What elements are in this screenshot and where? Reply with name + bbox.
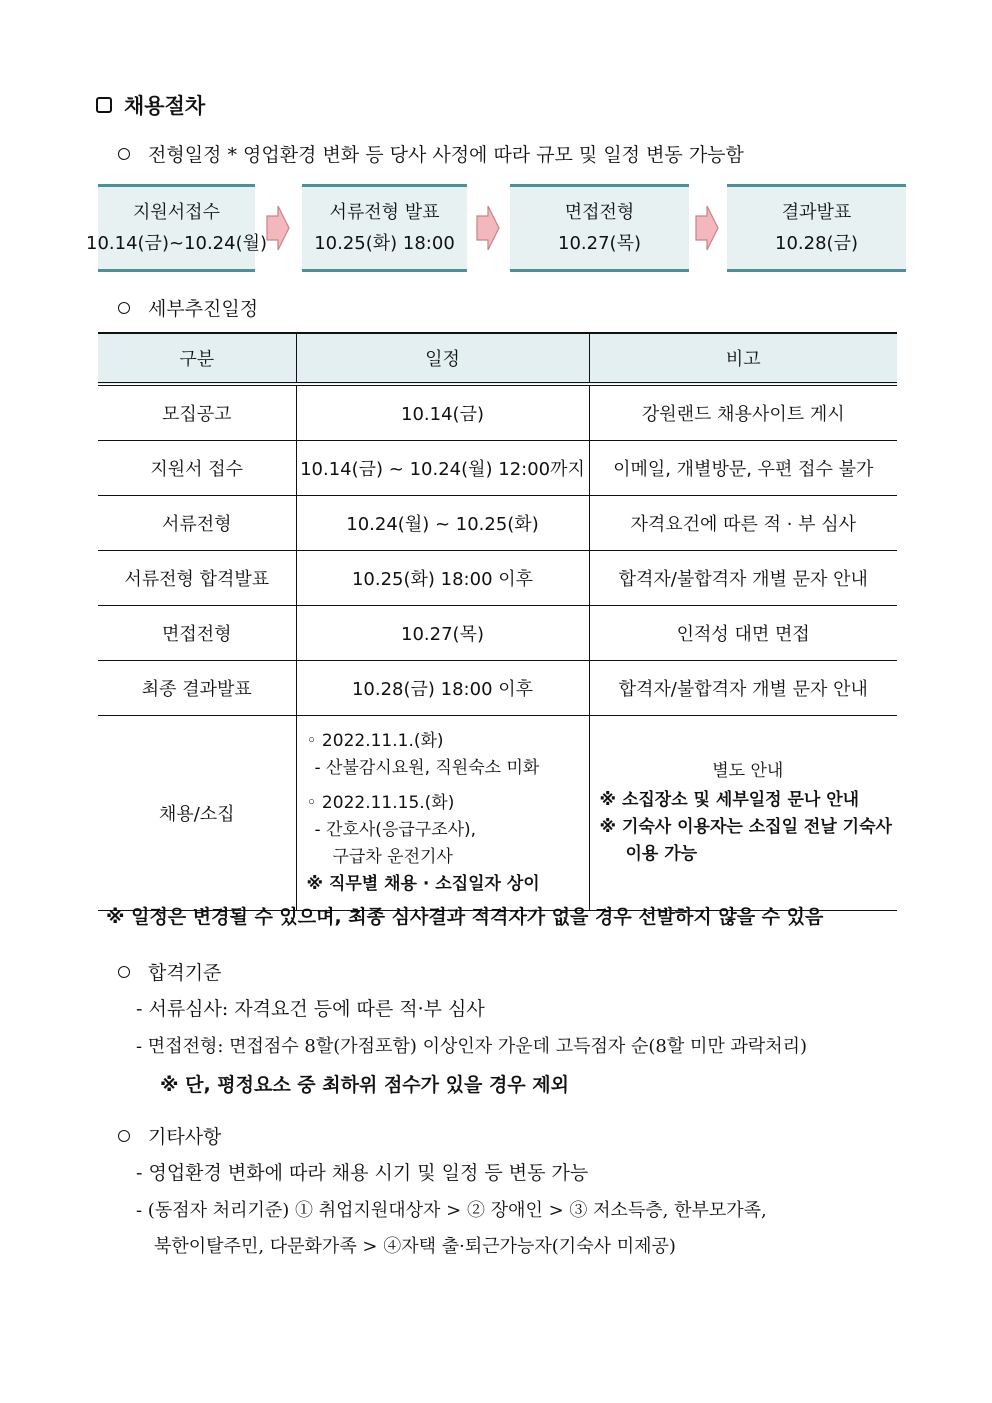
remarks-note: 이용 가능 [625,844,698,864]
table-row [98,661,897,716]
table-cell: 10.28(금) 18:00 이후 [296,661,589,716]
detail-heading-text: 세부추진일정 [148,298,259,320]
remarks-note: ※ 소집장소 및 세부일정 문나 안내 [599,790,860,810]
schedule-heading-text: 전형일정 * 영업환경 변화 등 당사 사정에 따라 규모 및 일정 변동 가능함 [148,144,744,166]
table-cell: 인적성 대면 면접 [589,606,897,661]
criteria-heading-text: 합격기준 [148,962,222,984]
table-header-row [98,333,897,384]
flow-step-date: 10.27(목) [558,233,641,254]
table-cell: 자격요건에 따른 적 · 부 심사 [589,496,897,551]
remarks-note: ※ 기숙사 이용자는 소집일 전날 기숙사 [599,817,892,837]
table-cell: 강원랜드 채용사이트 게시 [589,384,897,441]
checkbox-icon [96,97,112,113]
section-title [96,90,205,120]
misc-heading-text: 기타사항 [148,1126,222,1148]
table-cell: 합격자/불합격자 개별 문자 안내 [589,661,897,716]
flow-step-date: 10.28(금) [775,233,858,254]
schedule-detail: - 산불감시요원, 직원숙소 미화 [314,758,540,778]
column-header: 비고 [589,333,897,384]
flow-step-date: 10.25(화) 18:00 [314,233,455,254]
circle-bullet-icon [118,1130,130,1142]
table-cell: 합격자/불합격자 개별 문자 안내 [589,551,897,606]
table-row [98,606,897,661]
process-flow [0,184,992,274]
column-header: 일정 [296,333,589,384]
schedule-detail: 구급차 운전기사 [332,847,453,867]
misc-item: - (동점자 처리기준) ① 취업지원대상자 > ② 장애인 > ③ 저소득층, 한부모가족, [136,1200,767,1221]
table-cell: 10.25(화) 18:00 이후 [296,551,589,606]
flow-step-name: 면접전형 [564,202,635,223]
section-title-text: 채용절차 [124,94,206,118]
flow-step-name: 결과발표 [781,202,852,223]
flow-step-name: 지원서접수 [133,202,220,223]
schedule-note: ※ 직무별 채용 · 소집일자 상이 [306,874,540,894]
table-row [98,441,897,496]
circle-bullet-icon [118,148,130,160]
flow-step [302,184,467,272]
flow-step [510,184,689,272]
criteria-item: - 서류심사: 자격요건 등에 따른 적·부 심사 [136,998,485,1020]
table-cell: 면접전형 [98,606,296,661]
arrow-right-icon [476,204,500,252]
arrow-right-icon [266,204,290,252]
schedule-heading [118,140,744,167]
schedule-table [98,332,897,911]
criteria-heading [118,958,221,985]
table-cell: 이메일, 개별방문, 우편 접수 불가 [589,441,897,496]
remarks-main: 별도 안내 [712,761,784,781]
flow-step-date: 10.14(금)~10.24(월) [86,233,268,254]
table-row [98,496,897,551]
misc-item: 북한이탈주민, 다문화가족 > ④자택 출·퇴근가능자(기숙사 미제공) [154,1236,676,1257]
flow-step [86,184,268,272]
schedule-detail: - 간호사(응급구조사), [314,820,477,840]
table-row [98,551,897,606]
schedule-notice: ※ 일정은 변경될 수 있으며, 최종 심사결과 적격자가 없을 경우 선발하지 않을 수 있음 [106,906,824,928]
circle-bullet-icon [118,302,130,314]
table-cell: 최종 결과발표 [98,661,296,716]
schedule-date: ◦ 2022.11.1.(화) [306,731,444,751]
misc-item: - 영업환경 변화에 따라 채용 시기 및 일정 등 변동 가능 [136,1162,589,1184]
table-cell: 지원서 접수 [98,441,296,496]
table-cell: 10.14(금) [296,384,589,441]
table-cell: 채용/소집 [98,716,296,911]
table-cell: 10.27(목) [296,606,589,661]
column-header: 구분 [98,333,296,384]
table-cell: 10.14(금) ~ 10.24(월) 12:00까지 [296,441,589,496]
table-cell-remarks [589,716,897,911]
criteria-item: - 면접전형: 면접점수 8할(가점포함) 이상인자 가운데 고득점자 순(8할 미만 과락처리) [136,1036,808,1057]
flow-step-name: 서류전형 발표 [329,202,440,223]
schedule-date: ◦ 2022.11.15.(화) [306,793,455,813]
table-row [98,716,897,911]
table-cell: 서류전형 [98,496,296,551]
flow-step [727,184,906,272]
table-cell: 서류전형 합격발표 [98,551,296,606]
table-row [98,384,897,441]
table-cell: 모집공고 [98,384,296,441]
arrow-right-icon [695,204,719,252]
criteria-note: ※ 단, 평정요소 중 최하위 점수가 있을 경우 제외 [160,1074,569,1096]
table-cell-schedule [296,716,589,911]
detail-heading [118,294,258,321]
table-cell: 10.24(월) ~ 10.25(화) [296,496,589,551]
circle-bullet-icon [118,966,130,978]
misc-heading [118,1122,221,1149]
